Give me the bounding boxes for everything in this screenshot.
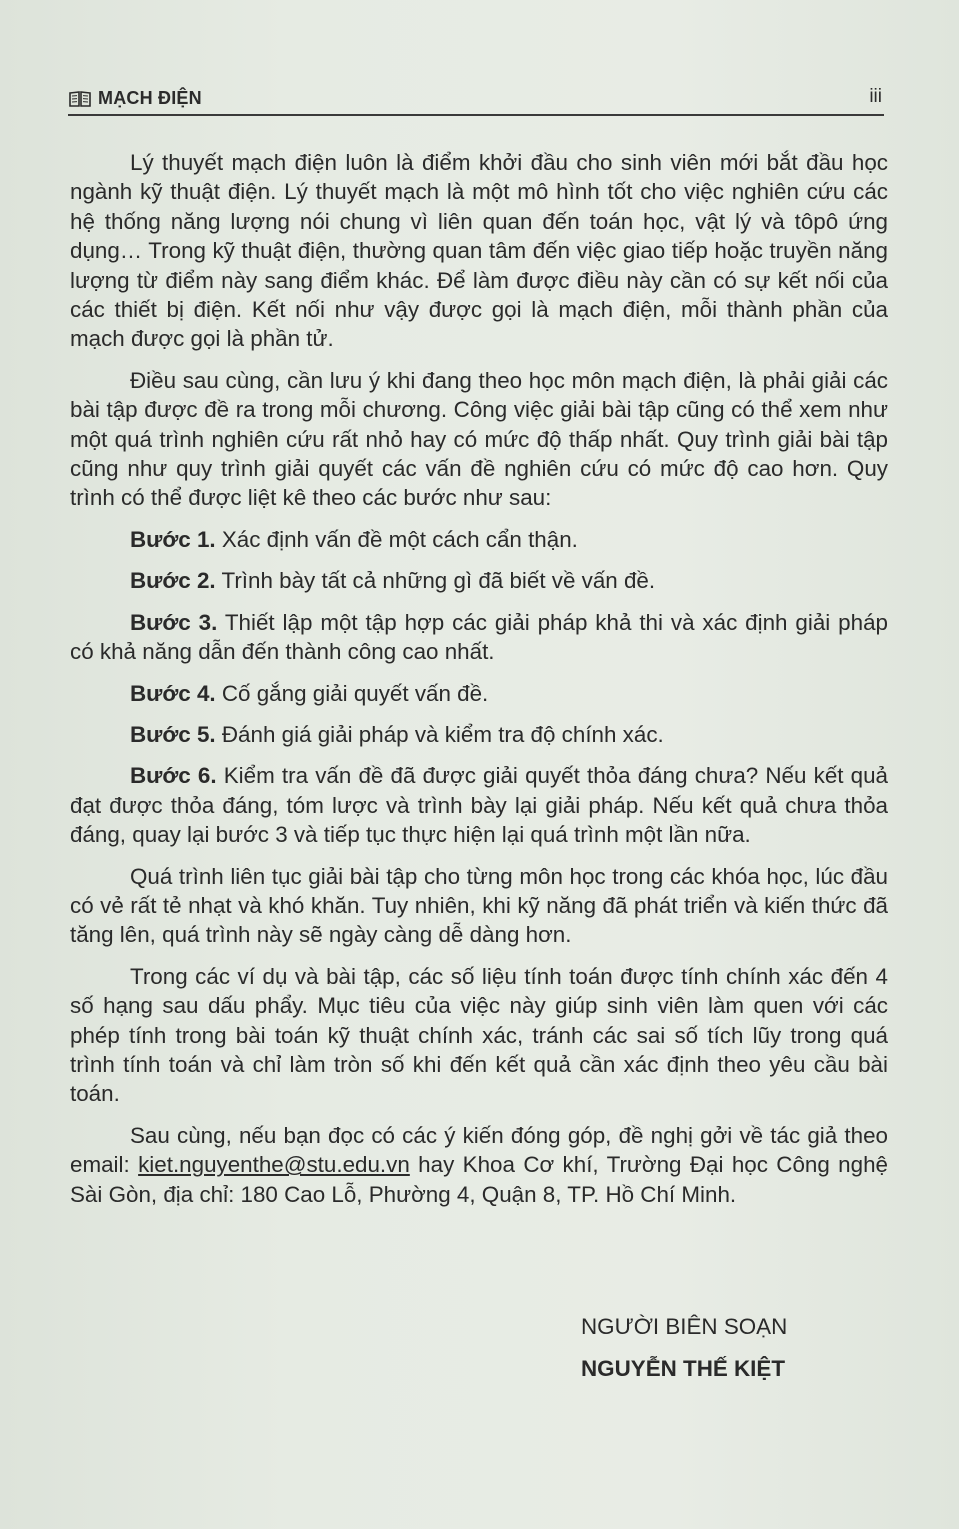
signature-author: NGUYỄN THẾ KIỆT	[581, 1356, 786, 1381]
step-label: Bước 5.	[130, 721, 216, 747]
step-item	[70, 679, 888, 708]
signature-role: NGƯỜI BIÊN SOẠN	[581, 1314, 788, 1339]
step-text: Xác định vấn đề một cách cẩn thận.	[215, 526, 578, 552]
paragraph-exercises: Điều sau cùng, cần lưu ý khi đang theo học môn mạch điện, là phải giải các bài tập được đề ra trong mỗi chương. Công việc giải bài tập cũng có thể xem như một quá trình nghiên cứu rất nhỏ hay có mức độ thấp nhất. Quy trình giải bài tập cũng như quy trình giải quyết các vấn đề nghiên cứu có mức độ cao hơn. Quy trình có thể được liệt kê theo các bước như sau:	[70, 367, 888, 511]
step-label: Bước 1.	[130, 526, 216, 552]
step-text: Cố gắng giải quyết vấn đề.	[215, 680, 489, 706]
step-text: Đánh giá giải pháp và kiểm tra độ chính xác.	[215, 721, 664, 747]
step-item	[70, 720, 888, 749]
step-label: Bước 4.	[130, 680, 216, 706]
book-icon	[68, 90, 92, 108]
email-link[interactable]: kiet.nguyenthe@stu.edu.vn	[138, 1152, 410, 1178]
header-title: MẠCH ĐIỆN	[98, 88, 202, 108]
paragraph-precision: Trong các ví dụ và bài tập, các số liệu tính toán được tính chính xác đến 4 số hạng sau dấu phẩy. Mục tiêu của việc này giúp sinh viên làm quen với các phép tính trong bài toán kỹ thuật chính xác, tránh các sai số tích lũy trong quá trình tính toán và chỉ làm tròn số khi đến kết quả cần xác định theo yêu cầu bài toán.	[70, 963, 888, 1107]
step-item	[70, 566, 888, 595]
body-text	[70, 148, 888, 1221]
paragraph-intro: Lý thuyết mạch điện luôn là điểm khởi đầu cho sinh viên mới bắt đầu học ngành kỹ thuật điện. Lý thuyết mạch là một mô hình tốt cho việc nghiên cứu các hệ thống năng lượng nói chung vì liên quan đến toán học, vật lý và tôpô ứng dụng… Trong kỹ thuật điện, thường quan tâm đến việc giao tiếp hoặc truyền năng lượng từ điểm này sang điểm khác. Để làm được điều này cần có sự kết nối của các thiết bị điện. Kết nối như vậy được gọi là mạch điện, mỗi thành phần của mạch được gọi là phần tử.	[70, 150, 888, 352]
page-number: iii	[869, 86, 882, 107]
step-item	[70, 608, 888, 667]
step-text: Thiết lập một tập hợp các giải pháp khả thi và xác định giải pháp có khả năng dẫn đến thành công cao nhất.	[70, 609, 888, 665]
step-label: Bước 2.	[130, 568, 216, 594]
step-label: Bước 6.	[130, 763, 217, 789]
paragraph-contact	[70, 1121, 888, 1209]
page-header	[68, 84, 884, 116]
step-item	[70, 525, 888, 554]
step-label: Bước 3.	[130, 609, 218, 635]
contact-text-before: Sau cùng, nếu bạn đọc có các ý kiến đóng góp, đề nghị gởi về tác giả theo email:	[70, 1122, 888, 1178]
step-item	[70, 761, 888, 849]
header-left	[68, 88, 202, 109]
step-text: Trình bày tất cả những gì đã biết về vấn đề.	[215, 568, 656, 594]
paragraph-practice: Quá trình liên tục giải bài tập cho từng môn học trong các khóa học, lúc đầu có vẻ rất tẻ nhạt và khó khăn. Tuy nhiên, khi kỹ năng đã phát triển và kiến thức đã tăng lên, quá trình này sẽ ngày càng dễ dàng hơn.	[70, 863, 888, 948]
signature-block	[581, 1306, 787, 1390]
contact-text-after: hay Khoa Cơ khí, Trường Đại học Công nghệ Sài Gòn, địa chỉ: 180 Cao Lỗ, Phường 4, Quận 8, TP. Hồ Chí Minh.	[70, 1152, 888, 1207]
step-text: Kiểm tra vấn đề đã được giải quyết thỏa đáng chưa? Nếu kết quả đạt được thỏa đáng, tóm lược và trình bày lại giải pháp. Nếu kết quả chưa thỏa đáng, quay lại bước 3 và tiếp tục thực hiện lại quá trình một lần nữa.	[70, 763, 889, 848]
